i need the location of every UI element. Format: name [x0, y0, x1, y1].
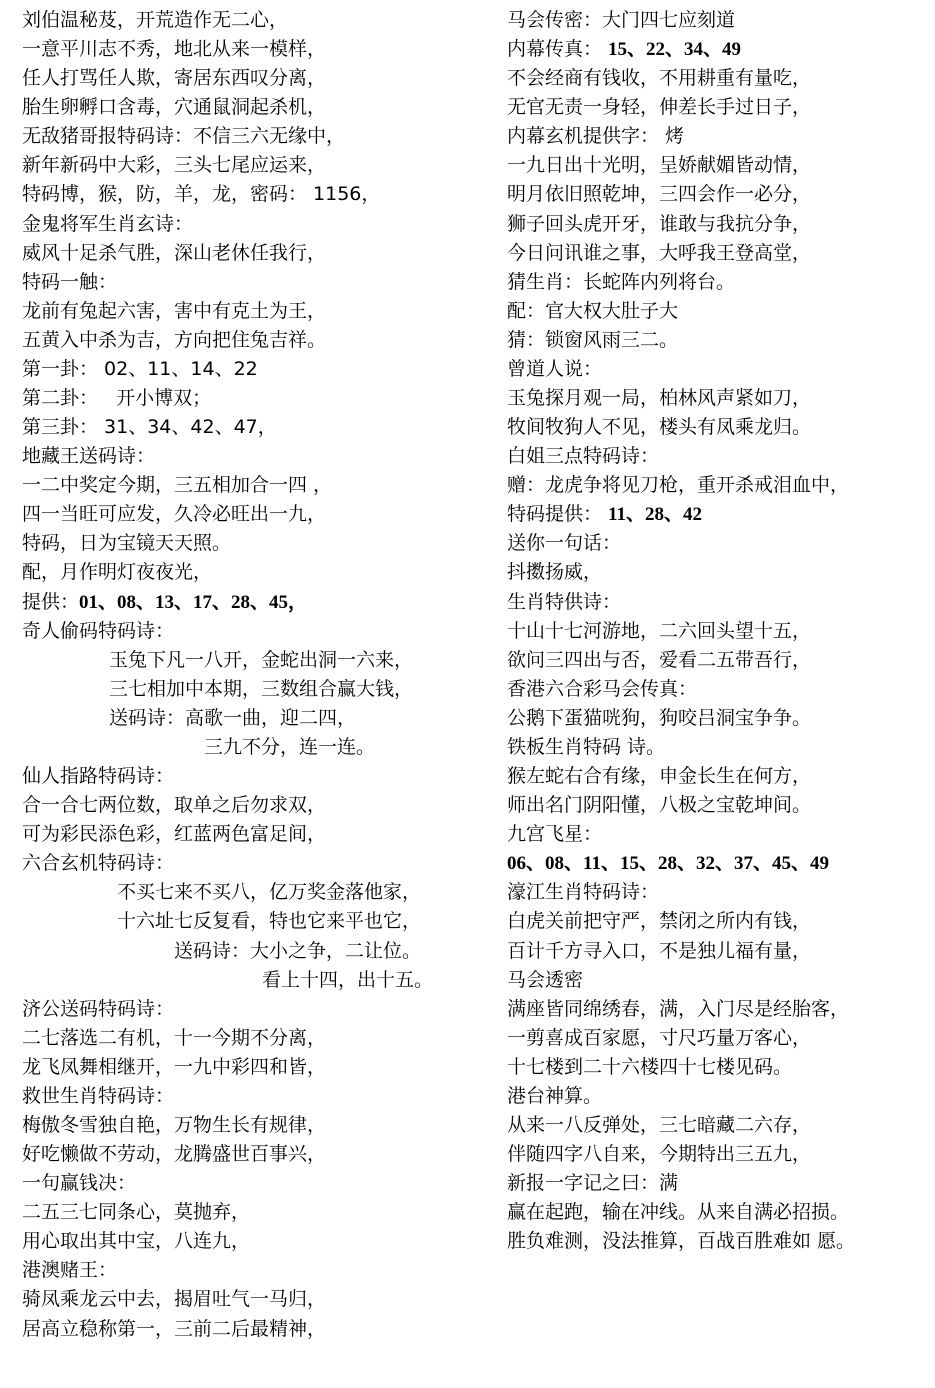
line-text: 配，月作明灯夜夜光，	[22, 561, 213, 584]
line-text: 香港六合彩马会传真：	[507, 677, 698, 700]
line-text: 骑凤乘龙云中去，揭眉吐气一马归，	[22, 1288, 327, 1311]
line-text: 四一当旺可应发，久冷必旺出一九，	[22, 503, 327, 526]
text-line	[507, 1140, 927, 1169]
line-text: 六合玄机特码诗：	[22, 852, 175, 875]
line-text: 胜负难测，没法推算，百战百胜难如 愿。	[507, 1230, 856, 1253]
text-line	[507, 122, 927, 151]
text-line	[507, 93, 927, 122]
text-line	[22, 1315, 492, 1344]
text-line	[22, 93, 492, 122]
text-line	[22, 820, 492, 849]
line-text: 用心取出其中宝，八连九，	[22, 1230, 251, 1253]
text-line	[507, 937, 927, 966]
line-text: 特码提供：	[507, 503, 609, 526]
line-text: 濠江生肖特码诗：	[507, 881, 660, 904]
text-line	[22, 1198, 492, 1227]
line-text: 胎生卵孵口含毒，穴通鼠洞起杀机，	[22, 96, 327, 119]
line-text: 马会传密：大门四七应刻道	[507, 9, 736, 31]
line-text: 第二卦： 开小博双；	[22, 387, 212, 410]
line-text: 三九不分，连一连。	[204, 735, 376, 758]
line-text: 十六址七反复看，特也它来平也它，	[117, 910, 422, 933]
text-line	[507, 733, 927, 762]
text-line	[22, 64, 492, 93]
line-text: 一二中奖定今期，三五相加合一四 ，	[22, 474, 333, 497]
text-line	[507, 1227, 927, 1256]
line-text: 第三卦： 31、34、42、47，	[22, 416, 277, 439]
text-line	[507, 791, 927, 820]
line-text: 玉兔下凡一八开，金蛇出洞一六来，	[109, 648, 414, 671]
text-line	[22, 1024, 492, 1053]
line-text: 五黄入中杀为吉，方向把住兔吉祥。	[22, 328, 327, 351]
text-line	[507, 471, 927, 500]
text-line	[507, 529, 927, 558]
text-line	[507, 1198, 927, 1227]
line-text: 赠：龙虎争将见刀枪，重开杀戒泪血中，	[507, 474, 850, 497]
text-line	[507, 180, 927, 209]
line-text: 合一合七两位数，取单之后勿求双，	[22, 794, 327, 817]
text-line	[22, 122, 492, 151]
text-line	[507, 617, 927, 646]
left-column	[22, 6, 492, 1344]
line-text: 师出名门阴阳懂，八极之宝乾坤间。	[507, 794, 812, 817]
line-text: 赢在起跑，输在冲线。从来自满必招损。	[507, 1201, 850, 1224]
line-text: 送你一句话：	[507, 532, 622, 555]
line-text: 九宫飞星：	[507, 823, 603, 846]
line-text: 新报一字记之曰：满	[507, 1172, 679, 1195]
text-line	[507, 820, 927, 849]
text-line	[22, 6, 492, 35]
line-text: 三七相加中本期，三数组合赢大钱，	[109, 677, 414, 700]
text-line	[22, 180, 492, 209]
line-text: 生肖特供诗：	[507, 590, 622, 613]
text-line	[22, 529, 492, 558]
line-text: 曾道人说：	[507, 357, 603, 380]
line-text: 特码，日为宝镜天天照。	[22, 532, 232, 555]
line-text: 济公送码特码诗：	[22, 997, 175, 1020]
lottery-numbers: 15、22、34、49	[608, 39, 742, 61]
text-line	[22, 907, 492, 936]
text-line	[22, 210, 492, 239]
text-line	[22, 500, 492, 529]
line-text: 铁板生肖特码 诗。	[507, 735, 666, 758]
line-text: 第一卦： 02、11、14、22	[22, 357, 258, 380]
text-line	[507, 35, 927, 64]
text-line	[507, 1111, 927, 1140]
text-line	[507, 500, 927, 529]
text-line	[507, 558, 927, 587]
line-text: 满座皆同绵绣春，满，入门尽是经胎客，	[507, 997, 850, 1020]
text-line	[507, 1024, 927, 1053]
text-line	[22, 384, 492, 413]
line-text: 港澳赌王：	[22, 1259, 118, 1282]
text-line	[507, 907, 927, 936]
text-line	[507, 442, 927, 471]
lottery-numbers: 06、08、11、15、28、32、37、45、49	[507, 853, 829, 875]
text-line	[507, 878, 927, 907]
text-line	[22, 355, 492, 384]
line-text: 刘伯温秘芨，开荒造作无二心，	[22, 9, 289, 31]
text-line	[22, 239, 492, 268]
text-line	[22, 791, 492, 820]
line-text: 白姐三点特码诗：	[507, 445, 660, 468]
line-text: 白虎关前把守严，禁闭之所内有钱，	[507, 910, 812, 933]
line-text: 猜生肖：长蛇阵内列将台。	[507, 270, 736, 293]
text-line	[22, 646, 492, 675]
line-text: 内幕玄机提供字： 烤	[507, 125, 685, 148]
text-line	[507, 704, 927, 733]
line-text: 特码一触：	[22, 270, 118, 293]
text-line	[22, 268, 492, 297]
text-line	[507, 64, 927, 93]
text-line	[22, 1140, 492, 1169]
lottery-numbers: 01、08、13、17、28、45，	[79, 591, 308, 613]
line-text: 猜：锁窗风雨三二。	[507, 328, 679, 351]
text-line	[22, 1256, 492, 1285]
line-text: 狮子回头虎开牙，谁敢与我抗分争，	[507, 212, 812, 235]
text-line	[507, 355, 927, 384]
text-line	[507, 675, 927, 704]
line-text: 可为彩民添色彩，红蓝两色富足间，	[22, 823, 327, 846]
line-text: 梅傲冬雪独自艳，万物生长有规律，	[22, 1113, 327, 1136]
line-text: 新年新码中大彩，三头七尾应运来，	[22, 154, 327, 177]
text-line	[22, 1285, 492, 1314]
text-line	[507, 210, 927, 239]
text-line	[22, 937, 492, 966]
text-line	[22, 558, 492, 587]
text-line	[22, 675, 492, 704]
line-text: 看上十四，出十五。	[262, 968, 434, 991]
line-text: 不买七来不买八，亿万奖金落他家，	[117, 881, 422, 904]
line-text: 一意平川志不秀，地北从来一模样，	[22, 38, 327, 61]
line-text: 欲问三四出与否，爱看二五带吾行，	[507, 648, 812, 671]
text-line	[507, 966, 927, 995]
line-text: 龙飞凤舞相继开，一九中彩四和皆，	[22, 1055, 327, 1078]
text-line	[22, 733, 492, 762]
line-text: 马会透密	[507, 968, 584, 991]
line-text: 一九日出十光明，呈娇献媚皆动情，	[507, 154, 812, 177]
text-line	[22, 1111, 492, 1140]
line-text: 从来一八反弹处，三七暗藏二六存，	[507, 1113, 812, 1136]
text-line	[507, 239, 927, 268]
lottery-numbers: 11、28、42	[608, 504, 702, 526]
line-text: 伴随四字八自来，今期特出三五九，	[507, 1143, 812, 1166]
line-text: 不会经商有钱收，不用耕重有量吃，	[507, 67, 812, 90]
text-line	[22, 617, 492, 646]
text-line	[22, 413, 492, 442]
line-text: 仙人指路特码诗：	[22, 765, 175, 788]
line-text: 二五三七同条心，莫抛弃，	[22, 1201, 251, 1224]
text-line	[22, 762, 492, 791]
text-line	[507, 413, 927, 442]
text-line	[22, 704, 492, 733]
text-line	[22, 151, 492, 180]
text-line	[507, 268, 927, 297]
line-text: 二七落选二有机，十一今期不分离，	[22, 1026, 327, 1049]
text-line	[22, 995, 492, 1024]
line-text: 明月依旧照乾坤，三四会作一必分，	[507, 183, 812, 206]
line-text: 玉兔探月观一局，柏林风声紧如刀，	[507, 387, 812, 410]
line-text: 送码诗：高歌一曲，迎二四，	[109, 706, 357, 729]
text-line	[22, 1169, 492, 1198]
text-line	[507, 849, 927, 878]
text-line	[22, 878, 492, 907]
line-text: 居高立稳称第一，三前二后最精神，	[22, 1317, 327, 1340]
line-text: 提供：	[22, 590, 80, 613]
line-text: 抖擞扬威，	[507, 561, 603, 584]
line-text: 特码博，猴，防，羊，龙，密码： 1156，	[22, 183, 381, 206]
text-line	[22, 1082, 492, 1111]
text-line	[507, 326, 927, 355]
text-line	[507, 995, 927, 1024]
text-line	[22, 966, 492, 995]
text-line	[22, 297, 492, 326]
text-line	[507, 151, 927, 180]
line-text: 牧间牧狗人不见，楼头有凤乘龙归。	[507, 416, 812, 439]
line-text: 一句赢钱决：	[22, 1172, 137, 1195]
text-line	[507, 588, 927, 617]
text-line	[507, 6, 927, 35]
line-text: 内幕传真：	[507, 38, 609, 61]
text-line	[22, 849, 492, 878]
line-text: 任人打骂任人欺，寄居东西叹分离，	[22, 67, 327, 90]
text-line	[22, 326, 492, 355]
text-line	[507, 1169, 927, 1198]
line-text: 无官无责一身轻，伸差长手过日子，	[507, 96, 812, 119]
text-line	[507, 1053, 927, 1082]
line-text: 龙前有兔起六害，害中有克土为王，	[22, 299, 327, 322]
line-text: 港台神算。	[507, 1084, 603, 1107]
line-text: 送码诗：大小之争，二让位。	[174, 939, 422, 962]
text-line	[22, 588, 492, 617]
line-text: 救世生肖特码诗：	[22, 1084, 175, 1107]
text-line	[507, 646, 927, 675]
line-text: 十七楼到二十六楼四十七楼见码。	[507, 1055, 793, 1078]
line-text: 猴左蛇右合有缘，申金长生在何方，	[507, 765, 812, 788]
line-text: 好吃懒做不劳动，龙腾盛世百事兴，	[22, 1143, 327, 1166]
line-text: 配：官大权大肚子大	[507, 299, 679, 322]
text-line	[22, 442, 492, 471]
line-text: 十山十七河游地，二六回头望十五，	[507, 619, 812, 642]
text-line	[22, 1053, 492, 1082]
line-text: 地藏王送码诗：	[22, 445, 156, 468]
line-text: 威风十足杀气胜，深山老休任我行，	[22, 241, 327, 264]
line-text: 一剪喜成百家愿，寸尺巧量万客心，	[507, 1026, 812, 1049]
text-line	[22, 35, 492, 64]
right-column	[507, 6, 927, 1256]
line-text: 百计千方寻入口，不是独儿福有量，	[507, 939, 812, 962]
line-text: 今日问讯谁之事，大呼我王登高堂，	[507, 241, 812, 264]
line-text: 公鹅下蛋猫咣狗，狗咬吕洞宝争争。	[507, 706, 812, 729]
line-text: 金鬼将军生肖玄诗：	[22, 212, 194, 235]
text-line	[22, 471, 492, 500]
text-line	[507, 762, 927, 791]
line-text: 无敌猪哥报特码诗：不信三六无缘中，	[22, 125, 346, 148]
text-line	[507, 297, 927, 326]
text-line	[507, 384, 927, 413]
line-text: 奇人偷码特码诗：	[22, 619, 175, 642]
text-line	[22, 1227, 492, 1256]
text-line	[507, 1082, 927, 1111]
